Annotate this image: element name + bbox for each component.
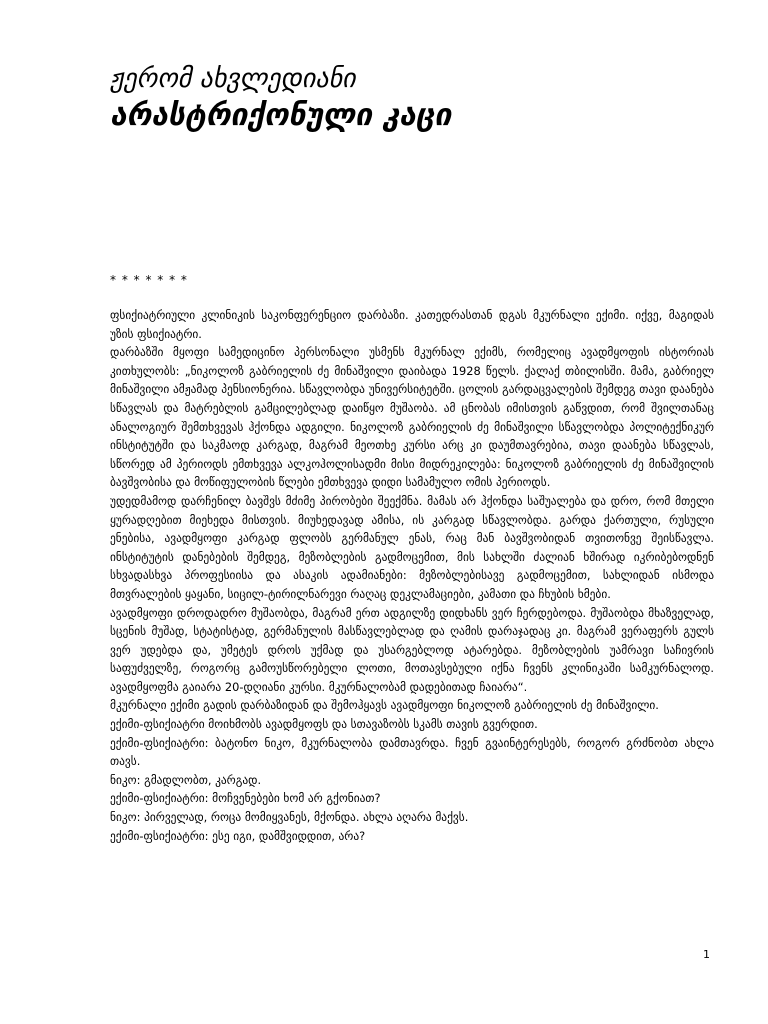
paragraph: ექიმი-ფსიქიატრი: ესე იგი, დამშვიდდით, არა? [110, 828, 366, 843]
paragraph: მკურნალი ექიმი გადის დარბაზიდან და შემოჰყავს ავადმყოფი ნიკოლოზ გაბრიელის ძე მინაშვილი. [110, 698, 659, 713]
paragraph: ნიკო: გმადლობთ, კარგად. [110, 772, 262, 787]
work-title: არასტრიქონული კაცი [110, 98, 452, 133]
paragraph: დარბაზში მყოფი სამედიცინო პერსონალი უსმენს მკურნალ ექიმს, რომელიც ავადმყოფის ისტორიას კითხულობს: „ნიკოლოზ გაბრიელის ძე მინაშვილი დაიბადა 1928 წელს. ქალაქ თბილისში. მამა, გაბრიელ მინაშვილი ამჟამად პენსიონერია. სწავლობდა უნივერსიტეტში. ცოლის გარდაცვალების შემდეგ თავი დაანება სწავლას და მატრებლის გამცილებლად დაიწყო მუშაობა. ამ ცნობას იმისთვის გაწვდით, რომ შვილთანაც ანალოგიურ შემთხვევას ჰქონდა ადგილი. ნიკოლოზ გაბრიელის ძე მინაშვილი სწავლობდა პოლიტექნიკურ ინსტიტუტში და საკმაოდ კარგად, მაგრამ მეოთხე კურსი არც კი დაუმთავრებია, თავი დაანება სწავლას, სწორედ ამ პერიოდს ემთხვევა ალკოჰოლისადმი მისი მიდრეკილება: ნიკოლოზ გაბრიელის ძე მინაშვილის ბავშვობისა და მოწიფულობის წლები ემთხვევა დიდი სამამულო ომის პერიოდს. [110, 345, 714, 490]
paragraph: ექიმი-ფსიქიატრი მოიხმობს ავადმყოფს და სთავაზობს სკამს თავის გვერდით. [110, 717, 538, 732]
paragraph: ექიმი-ფსიქიატრი: მოჩვენებები ხომ არ გქონიათ? [110, 791, 381, 806]
author-name: ჟერომ ახვლედიანი [110, 64, 356, 94]
section-separator: * * * * * * * [110, 273, 188, 287]
paragraph: უდედმამოდ დარჩენილ ბავშვს მძიმე პირობები შეექმნა. მამას არ ჰქონდა საშუალება და დრო, რომ მთელი ყურადღებით მიეხედა მისთვის. მიუხედავად ამისა, ის კარგად სწავლობდა. გარდა ქართული, რუსული ენებისა, ავადმყოფი კარგად ფლობს გერმანულ ენას, რაც მან ბავშვობიდან თვითონვე შეისწავლა. ინსტიტუტის დანებების შემდეგ, მეზობლების გადმოცემით, მის სახლში ძალიან ხშირად იკრიბებოდნენ სხვადასხვა პროფესიისა და ასაკის ადამიანები: მეზობლებისავე გადმოცემით, სახლიდან ისმოდა მთვრალების ყაყანი, სიცილ-ტირილნარევი რაღაც დეკლამაციები, კამათი და ჩხუბის ხმები. [110, 493, 714, 601]
paragraph: ნიკო: პირველად, როცა მომიყვანეს, მქონდა. ახლა აღარა მაქვს. [110, 810, 469, 825]
title-block [110, 62, 670, 136]
page-number: 1 [703, 948, 710, 961]
paragraph: ავადმყოფი დროდადრო მუშაობდა, მაგრამ ერთ ადგილზე დიდხანს ვერ ჩერდებოდა. მუშაობდა მხაზველად, სცენის მუშად, სტატისტად, გერმანულის მასწავლებლად და ღამის დარაჯადაც კი. მაგრამ ვერაფერს გულს ვერ უდებდა და, უმეტეს დროს უქმად და უსარგებლოდ ატარებდა. მეზობლების უამრავი საჩივრის საფუძველზე, როგორც გამოუსწორებელი ლოთი, მოთავსებული იქნა ჩვენს კლინიკაში სამკურნალოდ. ავადმყოფმა გაიარა 20-დღიანი კურსი. მკურნალობამ დადებითად ჩაიარა“. [110, 605, 714, 694]
paragraph: ფსიქიატრიული კლინიკის საკონფერენციო დარბაზი. კათედრასთან დგას მკურნალი ექიმი. იქვე, მაგიდას უზის ფსიქიატრი. [110, 308, 714, 341]
body-text [110, 306, 714, 845]
paragraph: ექიმი-ფსიქიატრი: ბატონო ნიკო, მკურნალობა დამთავრდა. ჩვენ გვაინტერესებს, როგორ გრძნობთ ახლა თავს. [110, 735, 714, 769]
